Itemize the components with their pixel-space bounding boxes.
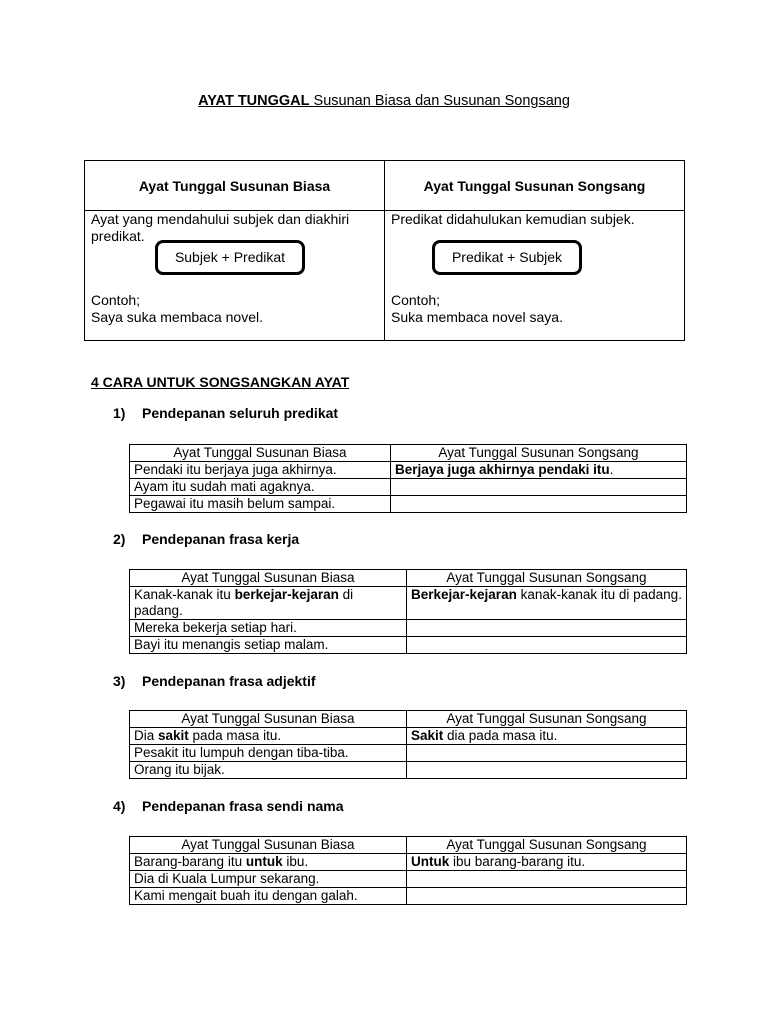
table-cell: Barang-barang itu untuk ibu.: [130, 854, 407, 871]
table-row: [130, 496, 687, 513]
table-cell: Kami mengait buah itu dengan galah.: [130, 888, 407, 905]
table-cell: Orang itu bijak.: [130, 762, 407, 779]
column-header: Ayat Tunggal Susunan Songsang: [407, 570, 687, 587]
table-cell: Sakit dia pada masa itu.: [407, 728, 687, 745]
formula-box-biasa: Subjek + Predikat: [155, 240, 305, 275]
title-sub: Susunan Biasa dan Susunan Songsang: [309, 93, 570, 109]
example-sentence: Suka membaca novel saya.: [391, 309, 563, 325]
formula-box-songsang: Predikat + Subjek: [432, 240, 582, 275]
example-table: [129, 569, 687, 654]
table-cell: Dia sakit pada masa itu.: [130, 728, 407, 745]
intro-left-header: Ayat Tunggal Susunan Biasa: [138, 178, 331, 194]
column-header: Ayat Tunggal Susunan Biasa: [130, 570, 407, 587]
table-cell: Berjaya juga akhirnya pendaki itu.: [391, 462, 687, 479]
column-header: Ayat Tunggal Susunan Songsang: [391, 445, 687, 462]
table-cell: Pendaki itu berjaya juga akhirnya.: [130, 462, 391, 479]
table-row: [130, 728, 687, 745]
intro-right-example: [391, 292, 563, 326]
table-cell: [391, 479, 687, 496]
subsection-title: 1) Pendepanan seluruh predikat: [113, 405, 339, 421]
title-main: AYAT TUNGGAL: [198, 93, 310, 109]
example-table: [129, 444, 687, 513]
table-cell: Berkejar-kejaran kanak-kanak itu di padang.: [407, 587, 687, 620]
column-header: Ayat Tunggal Susunan Biasa: [130, 711, 407, 728]
example-label: Contoh;: [91, 292, 141, 308]
table-cell: Ayam itu sudah mati agaknya.: [130, 479, 391, 496]
column-header: Ayat Tunggal Susunan Songsang: [407, 711, 687, 728]
table-header-row: [130, 837, 687, 854]
column-header: Ayat Tunggal Susunan Songsang: [407, 837, 687, 854]
intro-left-description: Ayat yang mendahului subjek dan diakhiri predikat.: [91, 211, 350, 244]
table-cell: [407, 620, 687, 637]
table-row: [130, 462, 687, 479]
table-row: [130, 637, 687, 654]
subsection-title: 2) Pendepanan frasa kerja: [113, 531, 300, 547]
table-row: [130, 854, 687, 871]
table-cell: [407, 745, 687, 762]
intro-right-description: Predikat didahulukan kemudian subjek.: [391, 211, 635, 227]
table-row: [130, 479, 687, 496]
table-cell: Bayi itu menangis setiap malam.: [130, 637, 407, 654]
table-cell: [407, 762, 687, 779]
table-row: [130, 871, 687, 888]
table-cell: [391, 496, 687, 513]
intro-left-example: [91, 292, 263, 326]
table-cell: Kanak-kanak itu berkejar-kejaran di padang.: [130, 587, 407, 620]
table-row: [130, 745, 687, 762]
table-cell: Untuk ibu barang-barang itu.: [407, 854, 687, 871]
column-header: Ayat Tunggal Susunan Biasa: [130, 445, 391, 462]
table-row: [130, 620, 687, 637]
table-cell: [407, 637, 687, 654]
example-table: [129, 710, 687, 779]
table-header-row: [130, 570, 687, 587]
section-heading: 4 CARA UNTUK SONGSANGKAN AYAT: [91, 374, 350, 390]
intro-right-header: Ayat Tunggal Susunan Songsang: [423, 178, 646, 194]
document-title: [0, 93, 768, 109]
example-table: [129, 836, 687, 905]
example-sentence: Saya suka membaca novel.: [91, 309, 263, 325]
intro-table: [84, 160, 685, 341]
table-header-row: [130, 445, 687, 462]
column-header: Ayat Tunggal Susunan Biasa: [130, 837, 407, 854]
table-header-row: [130, 711, 687, 728]
table-row: [130, 587, 687, 620]
subsection-title: 4) Pendepanan frasa sendi nama: [113, 798, 344, 814]
table-cell: Dia di Kuala Lumpur sekarang.: [130, 871, 407, 888]
table-cell: Pesakit itu lumpuh dengan tiba-tiba.: [130, 745, 407, 762]
table-cell: Mereka bekerja setiap hari.: [130, 620, 407, 637]
table-cell: Pegawai itu masih belum sampai.: [130, 496, 391, 513]
table-row: [130, 762, 687, 779]
table-cell: [407, 888, 687, 905]
table-cell: [407, 871, 687, 888]
table-row: [130, 888, 687, 905]
example-label: Contoh;: [391, 292, 441, 308]
subsection-title: 3) Pendepanan frasa adjektif: [113, 673, 316, 689]
